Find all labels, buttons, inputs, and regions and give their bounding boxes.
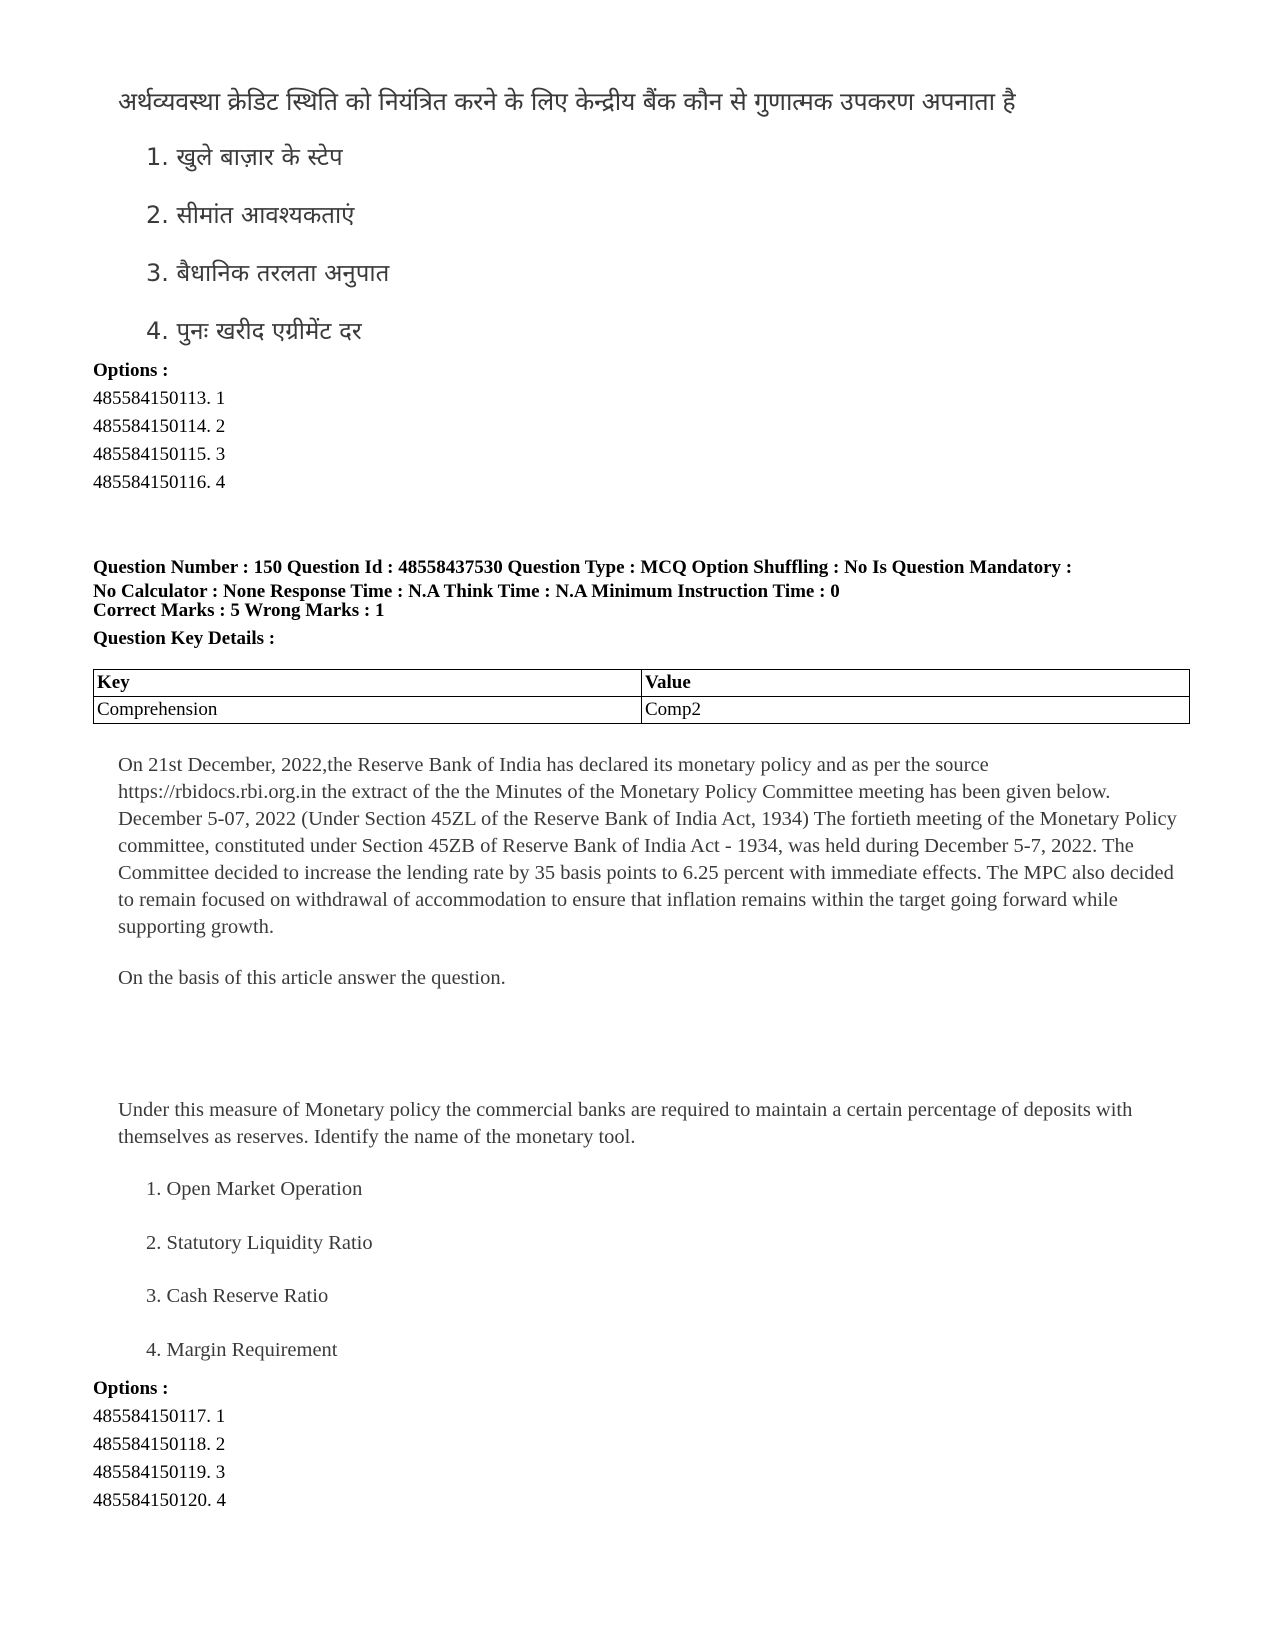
option-line: 485584150118. 2 bbox=[93, 1434, 226, 1455]
comprehension-passage bbox=[118, 752, 1178, 992]
options-label: Options : bbox=[93, 360, 169, 381]
question-149-options bbox=[93, 357, 225, 497]
option-line: 485584150116. 4 bbox=[93, 472, 226, 493]
list-item: 2. Statutory Liquidity Ratio bbox=[146, 1231, 373, 1254]
option-line: 485584150117. 1 bbox=[93, 1406, 226, 1427]
option-line: 485584150113. 1 bbox=[93, 388, 226, 409]
option-line: 485584150115. 3 bbox=[93, 444, 226, 465]
list-item: 4. Margin Requirement bbox=[146, 1338, 338, 1361]
table-cell: Comprehension bbox=[94, 697, 642, 724]
table-cell: Comp2 bbox=[642, 697, 1190, 724]
table-row bbox=[94, 697, 1190, 724]
option-line: 485584150114. 2 bbox=[93, 416, 226, 437]
table-header-row bbox=[94, 670, 1190, 697]
key-details-label: Question Key Details : bbox=[93, 628, 276, 649]
marks-line: Correct Marks : 5 Wrong Marks : 1 bbox=[93, 600, 385, 621]
list-item: 1. खुले बाज़ार के स्टेप bbox=[146, 143, 343, 171]
list-item: 1. Open Market Operation bbox=[146, 1178, 363, 1200]
passage-paragraph: December 5-07, 2022 (Under Section 45ZL of the Reserve Bank of India Act, 1934) The fortieth meeting of the Monetary Policy committee, constituted under Section 45ZB of Reserve Bank of India Act - 1934, was held during December 5-7, 2022. The Committee decided to increase the lending rate by 35 basis points to 6.25 percent with immediate effects. The MPC also decided to remain focused on withdrawal of accommodation to ensure that inflation remains within the target going forward while supporting growth. bbox=[118, 808, 1177, 938]
list-item: 3. बैधानिक तरलता अनुपात bbox=[146, 259, 390, 287]
table-header: Key bbox=[94, 670, 642, 697]
question-150-options bbox=[93, 1375, 226, 1515]
meta-line: Question Number : 150 Question Id : 48558437530 Question Type : MCQ Option Shuffling : No Is Question Mandatory : bbox=[93, 557, 1073, 578]
list-item: 3. Cash Reserve Ratio bbox=[146, 1285, 329, 1307]
option-line: 485584150120. 4 bbox=[93, 1490, 226, 1511]
option-line: 485584150119. 3 bbox=[93, 1462, 226, 1483]
question-149-stem: अर्थव्यवस्था क्रेडिट स्थिति को नियंत्रित करने के लिए केन्द्रीय बैंक कौन से गुणात्मक उपकरण अपनाता है bbox=[118, 87, 1016, 116]
list-item: 2. सीमांत आवश्यकताएं bbox=[146, 201, 355, 229]
key-details-table bbox=[93, 669, 1190, 724]
question-149-items bbox=[146, 142, 389, 374]
meta-line: No Calculator : None Response Time : N.A Think Time : N.A Minimum Instruction Time : 0 bbox=[93, 581, 840, 602]
passage-paragraph: On 21st December, 2022,the Reserve Bank of India has declared its monetary policy and as per the source https://rbidocs.rbi.org.in the extract of the the Minutes of the Monetary Policy Committee meeting has been given below. bbox=[118, 754, 1111, 803]
list-item: 4. पुनः खरीद एग्रीमेंट दर bbox=[146, 317, 362, 345]
table-header: Value bbox=[642, 670, 1190, 697]
question-150-items bbox=[146, 1176, 373, 1390]
question-150-stem: Under this measure of Monetary policy the commercial banks are required to maintain a certain percentage of deposits with themselves as reserves. Identify the name of the monetary tool. bbox=[118, 1099, 1133, 1148]
options-label: Options : bbox=[93, 1378, 169, 1399]
passage-paragraph: On the basis of this article answer the question. bbox=[118, 967, 506, 989]
